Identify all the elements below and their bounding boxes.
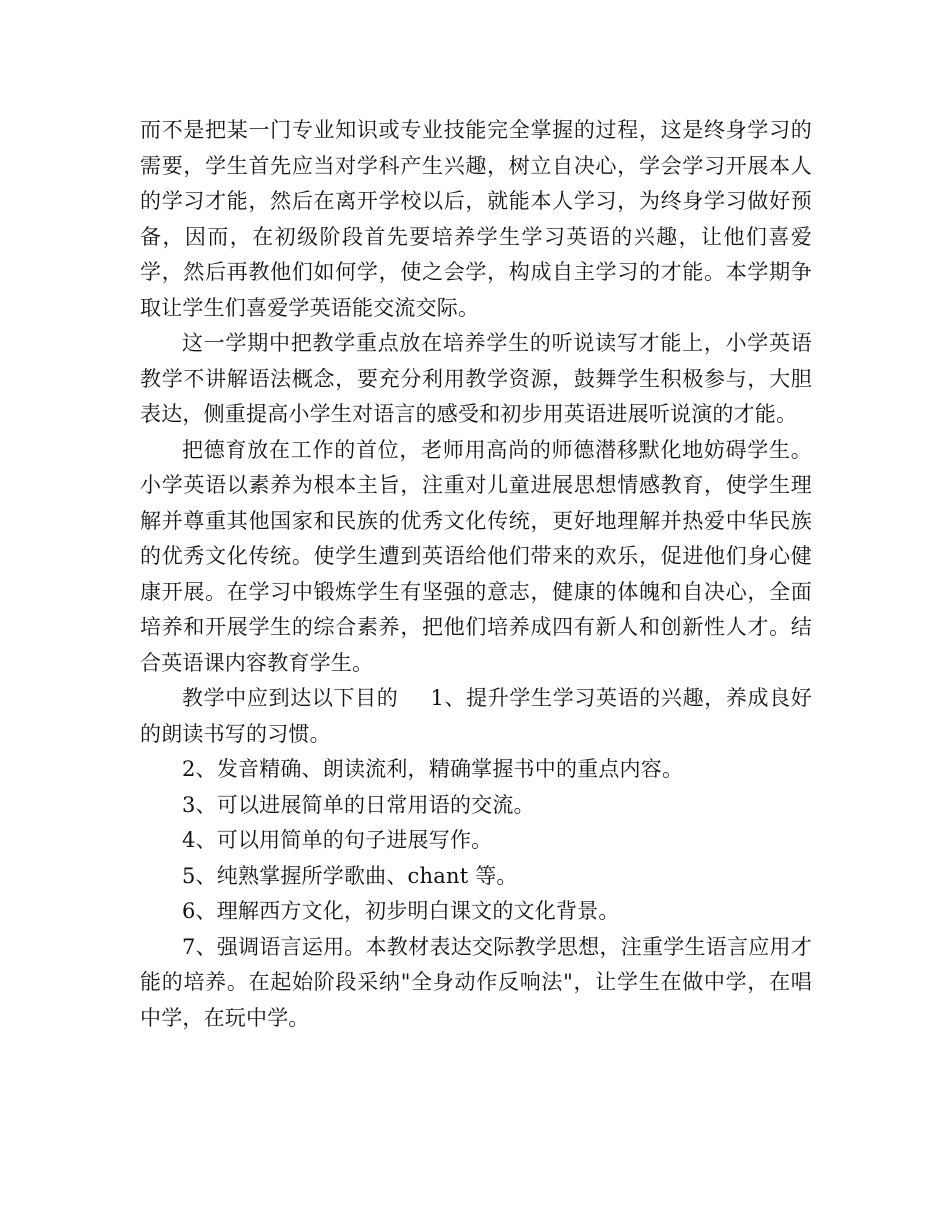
paragraph-goals-intro — [140, 681, 812, 752]
goal-item-6: 6、理解西方文化，初步明白课文的文化背景。 — [182, 899, 620, 923]
goal-item-2: 2、发音精确、朗读流利，精确掌握书中的重点内容。 — [182, 757, 684, 781]
goal-item-3: 3、可以进展简单的日常用语的交流。 — [182, 792, 535, 817]
goals-heading: 教学中应到达以下目的 — [182, 686, 399, 710]
paragraph-moral-education: 把德育放在工作的首位，老师用高尚的师德潜移默化地妨碍学生。小学英语以素养为根本主旨，注重对儿童进展思想情感教育，使学生理解并尊重其他国家和民族的优秀文化传统，更好地理解并热爱中华民族的优秀文化传统。使学生遭到英语给他们带来的欢乐，促进他们身心健康开展。在学习中锻炼学生有坚强的意志，健康的体魄和自决心，全面培养和开展学生的综合素养，把他们培养成四有新人和创新性人才。结合英语课内容教育学生。 — [140, 437, 812, 675]
document-page — [140, 113, 812, 1036]
goal-item-7: 7、强调语言运用。本教材表达交际教学思想，注重学生语言应用才能的培养。在起始阶段采纳"全身动作反响法"，让学生在做中学，在唱中学，在玩中学。 — [140, 934, 812, 1030]
goal-item-4: 4、可以用简单的句子进展写作。 — [182, 828, 493, 852]
paragraph-learning-interest: 而不是把某一门专业知识或专业技能完全掌握的过程，这是终身学习的需要，学生首先应当对学科产生兴趣，树立自决心，学会学习开展本人的学习才能，然后在离开学校以后，就能本人学习，为终身学习做好预备，因而，在初级阶段首先要培养学生学习英语的兴趣，让他们喜爱学，然后再教他们如何学，使之会学，构成自主学习的才能。本学期争取让学生们喜爱学英语能交流交际。 — [140, 118, 812, 320]
goal-item-5: 5、纯熟掌握所学歌曲、chant 等。 — [182, 863, 518, 888]
goal-item-1: 1、提升学生学习英语的兴趣，养成良好的朗读书写的习惯。 — [140, 686, 813, 746]
paragraph-teaching-focus: 这一学期中把教学重点放在培养学生的听说读写才能上，小学英语教学不讲解语法概念，要充分利用教学资源，鼓舞学生积极参与，大胆表达，侧重提高小学生对语言的感受和初步用英语进展听说演的才能。 — [140, 331, 812, 426]
